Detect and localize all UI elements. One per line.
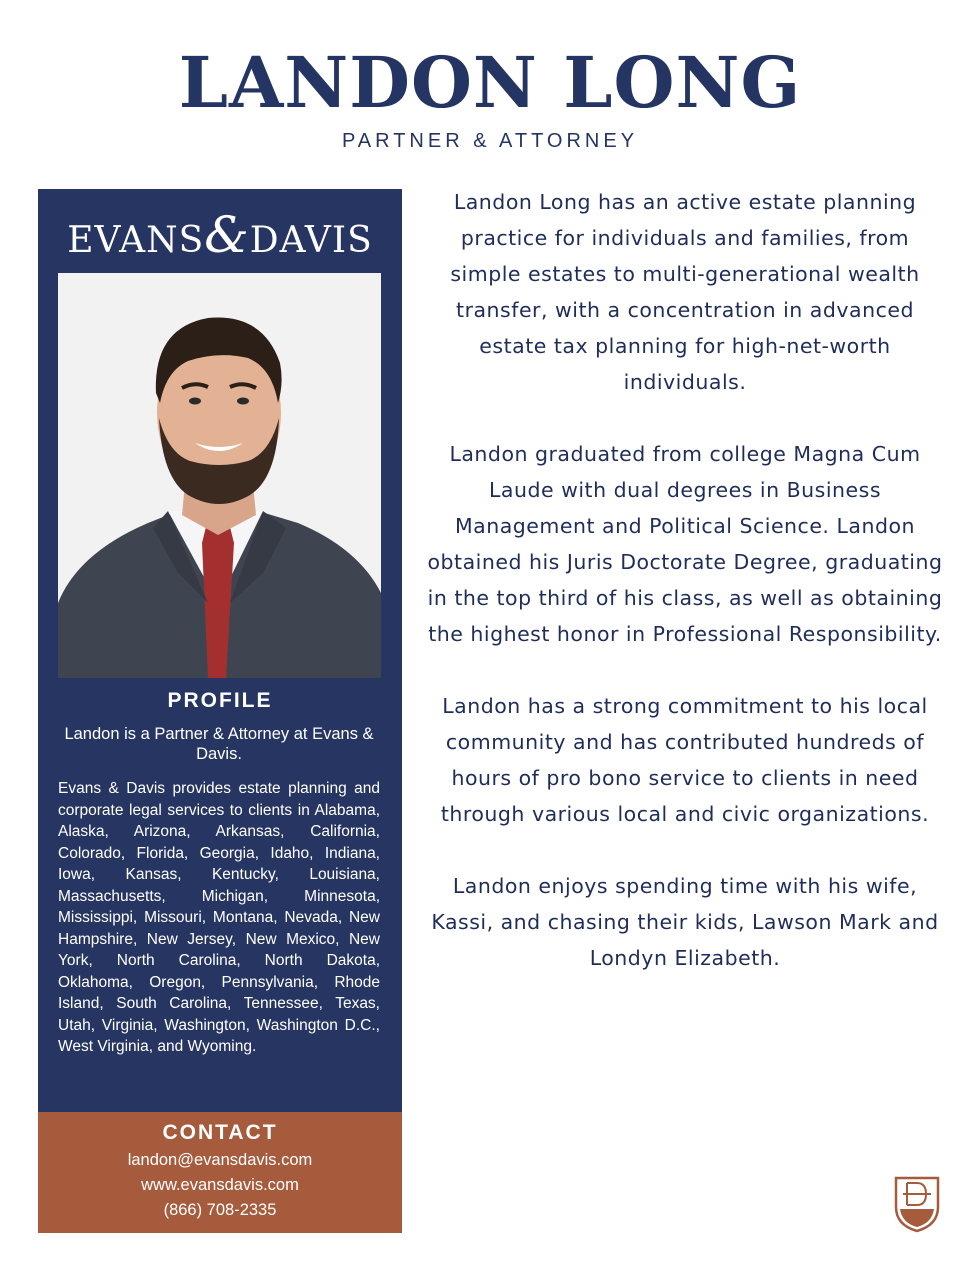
firm-logo-right: DAVIS bbox=[249, 220, 373, 261]
firm-emblem-icon bbox=[893, 1175, 941, 1233]
bio-paragraph: Landon Long has an active estate planning practice for individuals and families, from simple estates to multi-generational wealth transfer, with a concentration in advanced estate tax planning for high-net-worth individuals. bbox=[450, 190, 920, 394]
headshot-illustration bbox=[58, 273, 381, 678]
bio-paragraph: Landon graduated from college Magna Cum Laude with dual degrees in Business Management and Political Science. Landon obtained his Juris Doctorate Degree, graduating in the top third of his class, as well as obtaining the highest honor in Professional Responsibility. bbox=[427, 442, 943, 646]
profile-heading: PROFILE bbox=[167, 689, 273, 712]
biography bbox=[425, 184, 945, 1012]
firm-logo-ampersand: & bbox=[204, 206, 250, 264]
contact-email-link[interactable]: landon@evansdavis.com bbox=[127, 1151, 313, 1169]
profile-intro: Landon is a Partner & Attorney at Evans & Davis. bbox=[64, 725, 374, 763]
bio-paragraph: Landon has a strong commitment to his local community and has contributed hundreds of hours of pro bono service to clients in need through various local and civic organizations. bbox=[440, 694, 930, 826]
headshot-photo bbox=[58, 273, 381, 678]
contact-heading: CONTACT bbox=[162, 1121, 278, 1144]
person-name: LANDON LONG bbox=[178, 41, 802, 124]
bio-paragraph: Landon enjoys spending time with his wife, Kassi, and chasing their kids, Lawson Mark and Londyn Elizabeth. bbox=[431, 874, 939, 970]
firm-logo-left: EVANS bbox=[67, 220, 205, 261]
person-role: PARTNER & ATTORNEY bbox=[341, 130, 639, 152]
profile-body: Evans & Davis provides estate planning and corporate legal services to clients in Alabama, Alaska, Arizona, Arkansas, California, Colorado, Florida, Georgia, Idaho, Indiana, Iowa, Kansas, Kentucky, Louisiana, Massachusetts, Michigan, Minnesota, Mississippi, Missouri, Montana, Nevada, New Hampshire, New Jersey, New Mexico, New York, North Carolina, North Dakota, Oklahoma, Oregon, Pennsylvania, Rhode Island, South Carolina, Tennessee, Texas, Utah, Virginia, Washington, Washington D.C., West Virginia, and Wyoming. bbox=[58, 780, 380, 1055]
firm-logo bbox=[38, 206, 402, 266]
contact-phone[interactable]: (866) 708-2335 bbox=[163, 1201, 277, 1219]
contact-website-link[interactable]: www.evansdavis.com bbox=[141, 1176, 299, 1194]
